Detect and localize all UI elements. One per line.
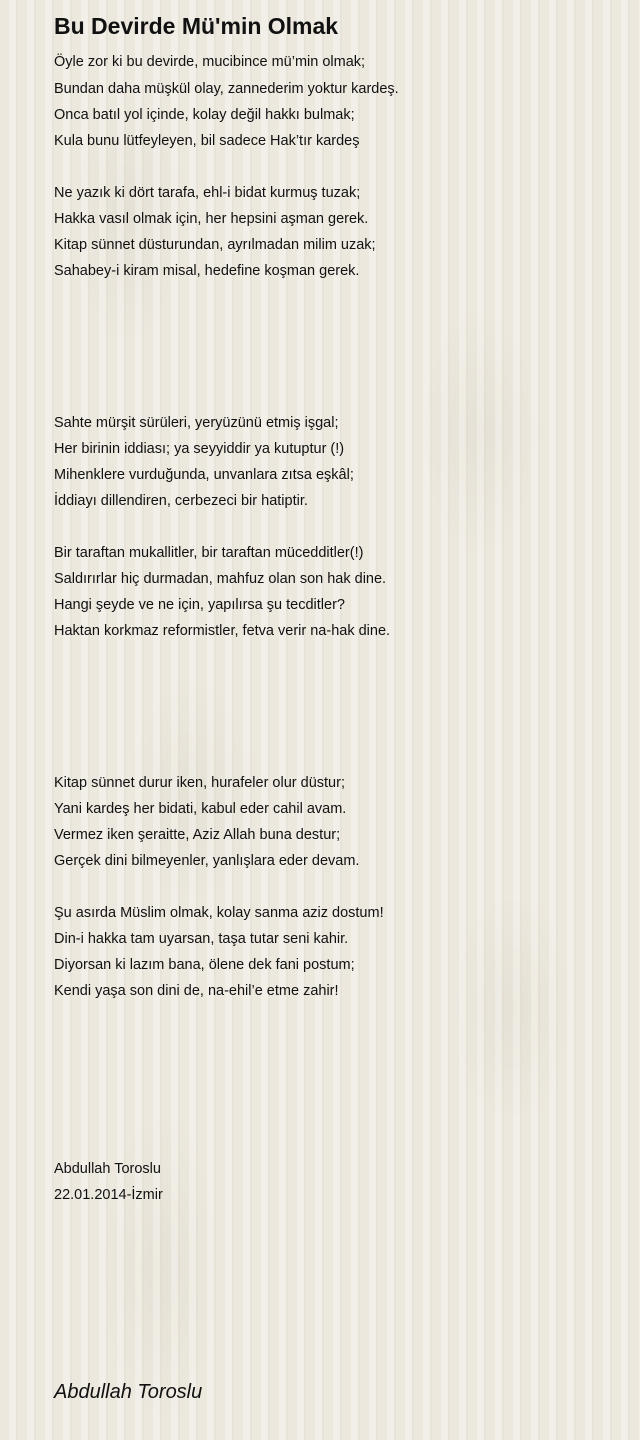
poem-title: Bu Devirde Mü'min Olmak: [54, 13, 339, 39]
poem-line: Bir taraftan mukallitler, bir taraftan mücedditler(!): [54, 545, 364, 561]
poem-line: Saldırırlar hiç durmadan, mahfuz olan son hak dine.: [54, 571, 387, 587]
poem-line: Mihenklere vurduğunda, unvanlara zıtsa eşkâl;: [54, 467, 354, 483]
poem-line: Kitap sünnet düsturundan, ayrılmadan milim uzak;: [54, 237, 376, 253]
poem-line: Vermez iken şeraitte, Aziz Allah buna destur;: [54, 827, 341, 843]
poem-line: Sahabey-i kiram misal, hedefine koşman gerek.: [54, 263, 360, 279]
poem-line: Kitap sünnet durur iken, hurafeler olur düstur;: [54, 775, 345, 791]
poem-line: Ne yazık ki dört tarafa, ehl-i bidat kurmuş tuzak;: [54, 185, 361, 201]
poem-line: Onca batıl yol içinde, kolay değil hakkı bulmak;: [54, 107, 355, 123]
poem-line: Haktan korkmaz reformistler, fetva verir na-hak dine.: [54, 623, 391, 639]
poem-line: Diyorsan ki lazım bana, ölene dek fani postum;: [54, 957, 355, 973]
poem-line: İddiayı dillendiren, cerbezeci bir hatiptir.: [54, 493, 308, 509]
poem-line: Öyle zor ki bu devirde, mucibince mü’min olmak;: [54, 54, 366, 70]
poem-line: Hakka vasıl olmak için, her hepsini aşman gerek.: [54, 211, 369, 227]
poem-date-place: 22.01.2014-İzmir: [54, 1187, 163, 1203]
poem-line: Kula bunu lütfeyleyen, bil sadece Hak’tır kardeş: [54, 133, 360, 149]
poem-line: Şu asırda Müslim olmak, kolay sanma aziz dostum!: [54, 905, 384, 921]
author-signature: Abdullah Toroslu: [54, 1381, 203, 1403]
poem-author-line: Abdullah Toroslu: [54, 1161, 161, 1177]
poem-line: Kendi yaşa son dini de, na-ehil’e etme zahir!: [54, 983, 339, 999]
poem-line: Bundan daha müşkül olay, zannederim yoktur kardeş.: [54, 81, 399, 97]
poem-line: Hangi şeyde ve ne için, yapılırsa şu tecditler?: [54, 597, 345, 613]
poem-line: Din-i hakka tam uyarsan, taşa tutar seni kahir.: [54, 931, 349, 947]
poem-line: Gerçek dini bilmeyenler, yanlışlara eder devam.: [54, 853, 360, 869]
poem-line: Her birinin iddiası; ya seyyiddir ya kutuptur (!): [54, 441, 345, 457]
poem-line: Sahte mürşit sürüleri, yeryüzünü etmiş işgal;: [54, 415, 339, 431]
poem-line: Yani kardeş her bidati, kabul eder cahil avam.: [54, 801, 347, 817]
